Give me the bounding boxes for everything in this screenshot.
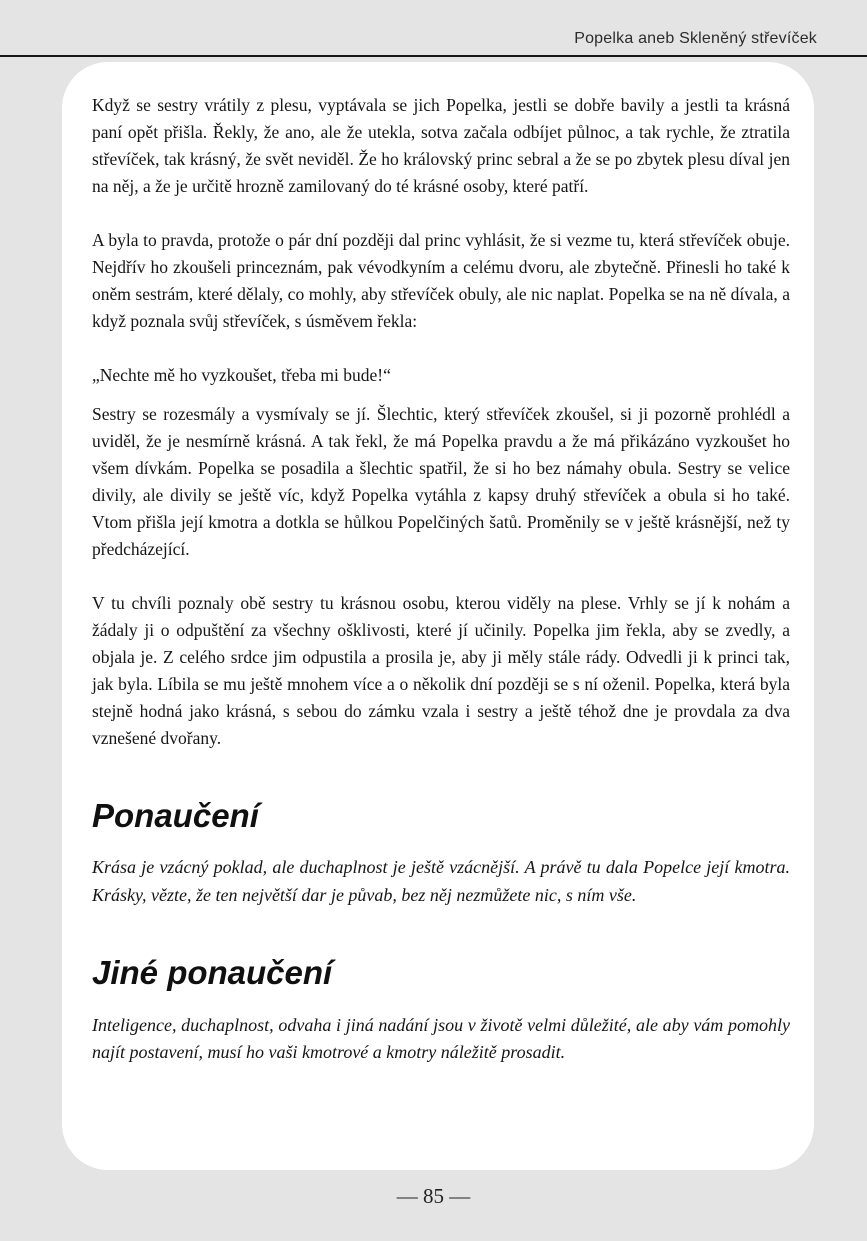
- section-text-ponauceni: Krása je vzácný poklad, ale duchaplnost je ještě vzácnější. A právě tu dala Popelce její kmotra. Krásky, vězte, že ten největší dar je půvab, bez něj nezmůžete nic, s ním vše.: [92, 857, 790, 905]
- story-paragraph-1: Když se sestry vrátily z plesu, vyptávala se jich Popelka, jestli se dobře bavily a jestli ta krásná paní opět přišla. Řekly, že ano, ale že utekla, sotva začala odbíjet půlnoc, a tak rychle, že ztratila střevíček, tak krásný, že svět neviděl. Že ho královský princ sebral a že se po zbytek plesu díval jen na něj, a že je určitě hrozně zamilovaný do té krásné osoby, které patří.: [92, 95, 790, 196]
- section-text-jine-ponauceni: Inteligence, duchaplnost, odvaha i jiná nadání jsou v životě velmi důležité, ale aby vám pomohly najít postavení, musí ho vaši kmotrové a kmotry náležitě prosadit.: [92, 1014, 790, 1063]
- story-paragraph-4: V tu chvíli poznaly obě sestry tu krásnou osobu, kterou viděly na plese. Vrhly se jí k nohám a žádaly ji o odpuštění za všechny ošklivosti, které jí učinily. Popelka jim řekla, aby se zvedly, a objala je. Z celého srdce jim odpustila a prosila je, aby ji měly stále rády. Odvedli ji k princi tak, jak byla. Líbila se mu ještě mnohem více a o několik dní později se s ní oženil. Popelka, která byla stejně hodná jako krásná, s sebou do zámku vzala i sestry a ještě téhož dne je provdala za dva vznešené dvořany.: [92, 593, 790, 748]
- content-card: [62, 62, 814, 1170]
- section-heading-jine-ponauceni: Jiné ponaučení: [92, 954, 333, 992]
- section-heading-ponauceni: Ponaučení: [92, 797, 259, 834]
- page-footer: [0, 1182, 867, 1210]
- running-header: [0, 0, 867, 57]
- running-header-title: Popelka aneb Skleněný střevíček: [574, 30, 817, 47]
- page-number: — 85 —: [396, 1184, 471, 1208]
- story-paragraph-3: Sestry se rozesmály a vysmívaly se jí. Šlechtic, který střevíček zkoušel, si ji pozorně prohlédl a uviděl, že je nesmírně krásná. A tak řekl, že má Popelka pravdu a že má přikázáno vyzkoušet ho všem dívkám. Popelka se posadila a šlechtic spatřil, že si ho bez námahy obula. Sestry se velice divily, ale divily se ještě víc, když Popelka vytáhla z kapsy druhý střevíček a obula si ho také. Vtom přišla její kmotra a dotkla se hůlkou Popelčiných šatů. Proměnily se v ještě krásnější, než ty předcházející.: [92, 404, 790, 559]
- story-quote-line: „Nechte mě ho vyzkoušet, třeba mi bude!“: [92, 365, 391, 385]
- story-paragraph-2: A byla to pravda, protože o pár dní později dal princ vyhlásit, že si vezme tu, která střevíček obuje. Nejdřív ho zkoušeli princeznám, pak vévodkyním a celému dvoru, ale zbytečně. Přinesli ho také k oněm sestrám, které dělaly, co mohly, aby střevíček obuly, ale nic naplat. Popelka se na ně dívala, a když poznala svůj střevíček, s úsměvem řekla:: [92, 230, 790, 331]
